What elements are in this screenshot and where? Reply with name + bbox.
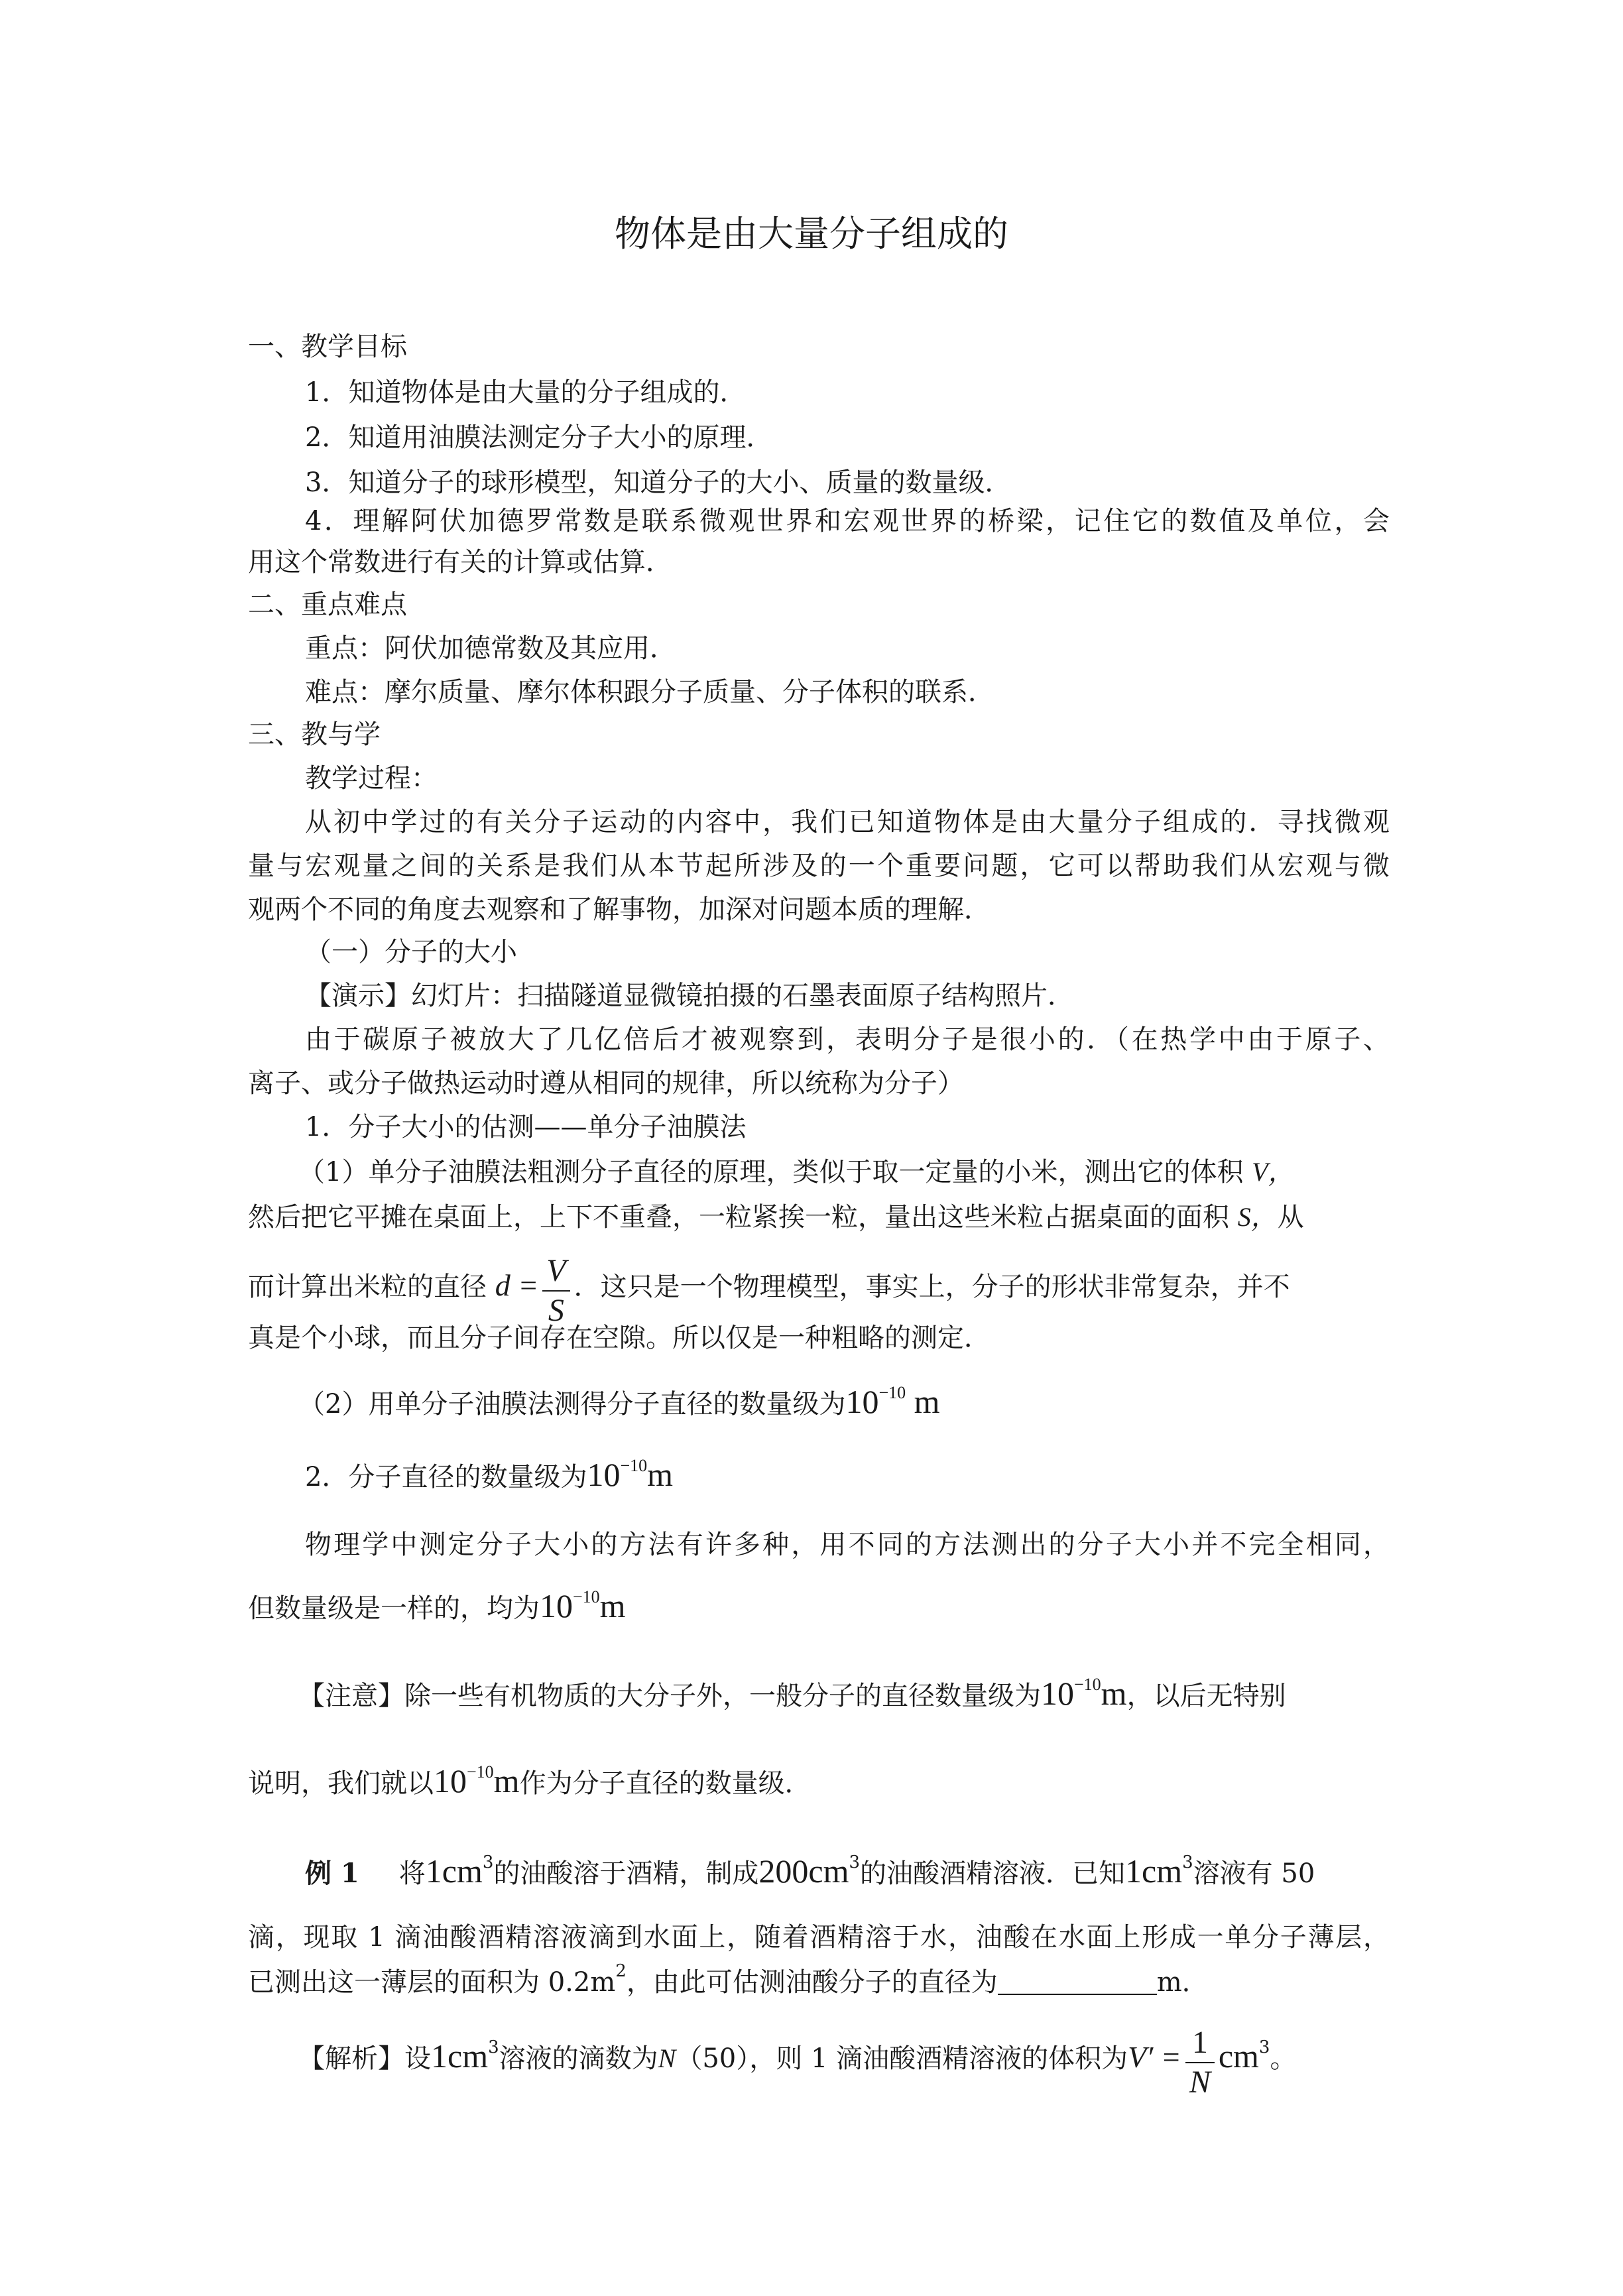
quantity: 1cm	[431, 2037, 489, 2075]
fraction-denominator: N	[1189, 2065, 1211, 2100]
power-expression	[587, 1456, 673, 1493]
exponent: 3	[488, 2037, 499, 2057]
formula-lhs: d =	[495, 1268, 539, 1302]
unit: m	[647, 1456, 674, 1493]
principle-text: 而计算出米粒的直径	[248, 1272, 487, 1302]
unit: m	[1101, 1675, 1127, 1712]
example-text: 溶液有 50	[1193, 1858, 1315, 1889]
intro-paragraph-line: 量与宏观量之间的关系是我们从本节起所涉及的一个重要问题，它可以帮助我们从宏观与微	[248, 851, 1390, 881]
example-text: m．	[1156, 1967, 1209, 1998]
count-variable: N	[658, 2043, 676, 2073]
unit: m	[914, 1383, 940, 1420]
section-heading-objectives: 一、教学目标	[248, 332, 407, 362]
demo-tag: 【演示】	[305, 981, 411, 1011]
example-text: 已测出这一薄层的面积为 0.2m	[248, 1967, 616, 1998]
formula-lhs: V′ =	[1128, 2040, 1181, 2074]
principle-text: ．这只是一个物理模型，事实上，分子的形状非常复杂，并不	[573, 1272, 1290, 1302]
power-base: 10	[845, 1383, 879, 1420]
item-oil-film-method: 1．分子大小的估测——单分子油膜法	[305, 1112, 747, 1142]
principle-text: 从	[1277, 1202, 1304, 1233]
power-base: 10	[587, 1456, 621, 1493]
key-point: 重点：阿伏加德常数及其应用．	[305, 633, 676, 664]
fraction-v-over-s	[542, 1252, 570, 1330]
principle-line	[298, 1154, 1295, 1191]
intro-paragraph-line: 观两个不同的角度去观察和了解事物，加深对问题本质的理解．	[248, 894, 991, 925]
power-exponent: −10	[878, 1383, 906, 1402]
objective-item: 4．理解阿伏加德罗常数是联系微观世界和宏观世界的桥梁，记住它的数值及单位，会	[305, 506, 1390, 536]
note-text: 除一些有机物质的大分子外，一般分子的直径数量级为	[404, 1681, 1041, 1711]
exponent: 3	[1182, 1852, 1193, 1872]
section-heading-teaching: 三、教与学	[248, 719, 381, 750]
power-expression	[434, 1762, 520, 1799]
example-tag: 例 1	[305, 1858, 359, 1889]
fraction-1-over-n	[1185, 2024, 1215, 2102]
analysis-text: 溶液的滴数为	[499, 2043, 658, 2074]
unit: m	[493, 1762, 520, 1799]
objective-item: 1．知道物体是由大量的分子组成的．	[305, 377, 747, 408]
answer-blank	[998, 1967, 1157, 1995]
power-base: 10	[1041, 1675, 1074, 1712]
area-variable: S，	[1237, 1202, 1278, 1232]
quantity: 1cm	[1125, 1852, 1183, 1890]
fraction-denominator: S	[548, 1293, 564, 1328]
exponent: 3	[1258, 2037, 1270, 2057]
analysis-text: 设	[404, 2043, 431, 2074]
exponent: 2	[615, 1961, 627, 1981]
physics-paragraph-line	[248, 1587, 626, 1627]
volume-variable: V，	[1252, 1157, 1295, 1187]
note-text: 说明，我们就以	[248, 1768, 434, 1799]
carbon-paragraph-line: 由于碳原子被放大了几亿倍后才被观察到，表明分子是很小的．（在热学中由于原子、	[305, 1024, 1390, 1055]
note-line	[298, 1675, 1286, 1715]
example-text: ，由此可估测油酸分子的直径为	[626, 1967, 998, 1998]
example-line	[305, 1852, 1315, 1892]
unit: m	[599, 1587, 626, 1624]
example-text: 的油酸酒精溶液．已知	[860, 1858, 1126, 1889]
power-base: 10	[434, 1762, 467, 1799]
difficulty-point: 难点：摩尔质量、摩尔体积跟分子质量、分子体积的联系．	[305, 677, 994, 707]
power-exponent: −10	[620, 1456, 648, 1475]
principle-line: 真是个小球，而且分子间存在空隙。所以仅是一种粗略的测定．	[248, 1323, 991, 1353]
power-expression	[1041, 1675, 1127, 1712]
analysis-tag: 【解析】	[298, 2043, 404, 2074]
principle-text: （1）单分子油膜法粗测分子直径的原理，类似于取一定量的小米，测出它的体积	[298, 1157, 1244, 1187]
measurement-line	[298, 1383, 940, 1423]
measurement-text: （2）用单分子油膜法测得分子直径的数量级为	[298, 1389, 846, 1420]
page-title: 物体是由大量分子组成的	[615, 213, 1008, 255]
analysis-text: 。	[1270, 2043, 1297, 2074]
example-text: 将	[398, 1858, 426, 1889]
item-diameter-order	[305, 1456, 673, 1496]
principle-line	[248, 1199, 1304, 1236]
principle-text: 然后把它平摊在桌面上，上下不重叠，一粒紧挨一粒，量出这些米粒占据桌面的面积	[248, 1202, 1229, 1233]
power-expression	[845, 1383, 939, 1420]
note-line	[248, 1762, 812, 1802]
exponent: 3	[482, 1852, 494, 1872]
demo-text: 幻灯片：扫描隧道显微镜拍摄的石墨表面原子结构照片．	[411, 981, 1074, 1011]
power-exponent: −10	[467, 1762, 494, 1782]
demo-line	[305, 977, 1074, 1014]
power-exponent: −10	[1074, 1675, 1101, 1694]
fraction-numerator: 1	[1185, 2024, 1215, 2063]
analysis-text: （50），则 1 滴油酸酒精溶液的体积为	[676, 2043, 1128, 2074]
fraction-numerator: V	[542, 1252, 570, 1292]
intro-paragraph-line: 从初中学过的有关分子运动的内容中，我们已知道物体是由大量分子组成的．寻找微观	[305, 807, 1390, 837]
power-expression	[540, 1587, 626, 1624]
power-exponent: −10	[573, 1587, 600, 1606]
physics-text: 但数量级是一样的，均为	[248, 1593, 540, 1624]
section-heading-key-points: 二、重点难点	[248, 589, 407, 620]
quantity: 1cm	[425, 1852, 483, 1890]
power-base: 10	[540, 1587, 573, 1624]
note-text: ，以后无特别	[1126, 1681, 1286, 1711]
carbon-paragraph-line: 离子、或分子做热运动时遵从相同的规律，所以统称为分子）	[248, 1068, 964, 1099]
note-tag: 【注意】	[298, 1681, 404, 1711]
example-text: 的油酸溶于酒精，制成	[493, 1858, 759, 1889]
note-text: 作为分子直径的数量级．	[519, 1768, 812, 1799]
physics-paragraph-line: 物理学中测定分子大小的方法有许多种，用不同的方法测出的分子大小并不完全相同，	[305, 1530, 1390, 1560]
unit: cm	[1218, 2037, 1259, 2075]
example-line: 滴，现取 1 滴油酸酒精溶液滴到水面上，随着酒精溶于水，油酸在水面上形成一单分子薄层，	[248, 1922, 1390, 1953]
objective-item: 2．知道用油膜法测定分子大小的原理．	[305, 422, 773, 453]
example-line	[248, 1961, 1209, 2001]
formula-line	[248, 1252, 1290, 1330]
subsection-heading: （一）分子的大小	[305, 937, 517, 967]
objective-item-continued: 用这个常数进行有关的计算或估算．	[248, 547, 672, 577]
quantity: 200cm	[758, 1852, 849, 1890]
exponent: 3	[849, 1852, 861, 1872]
item-text: 2．分子直径的数量级为	[305, 1462, 587, 1492]
teaching-process-label: 教学过程：	[305, 763, 438, 794]
analysis-line	[298, 2024, 1296, 2102]
objective-item: 3．知道分子的球形模型，知道分子的大小、质量的数量级．	[305, 467, 1012, 498]
